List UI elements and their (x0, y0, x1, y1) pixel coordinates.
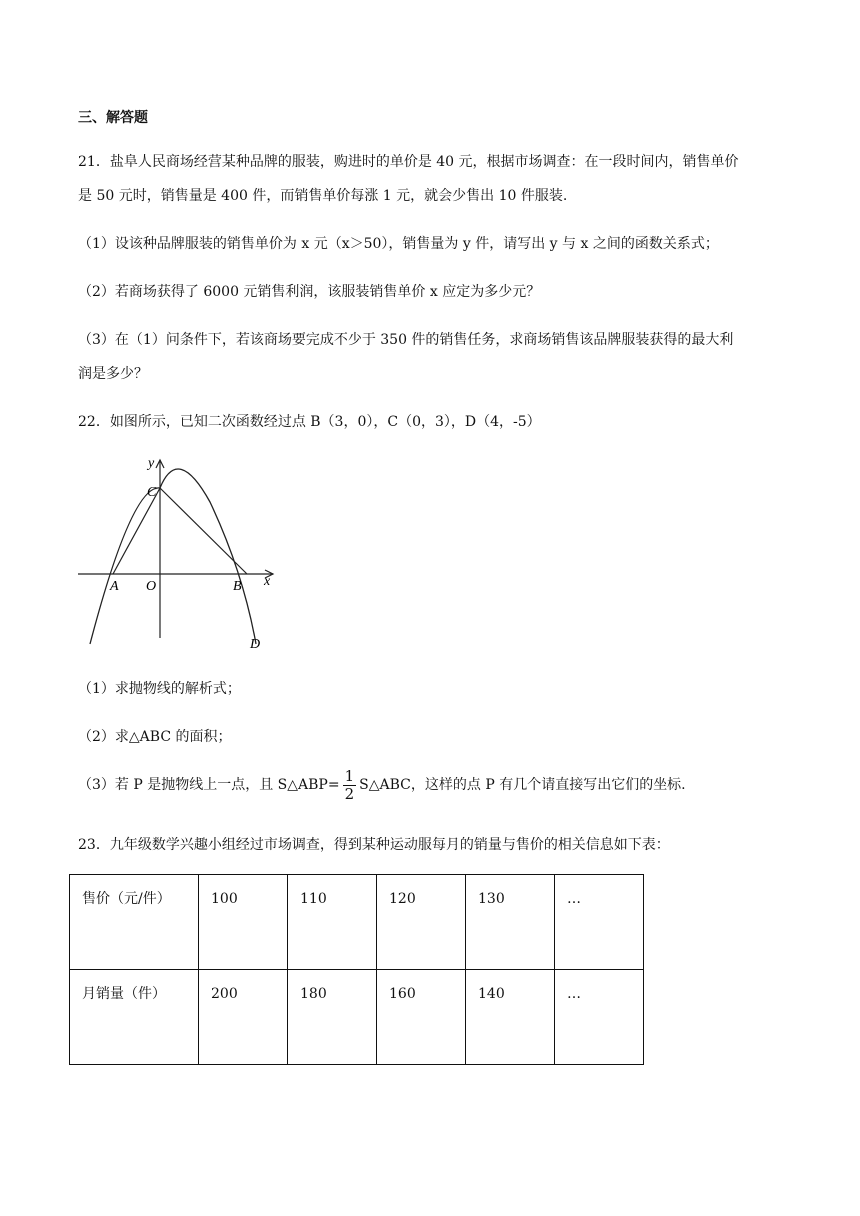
table-cell: 100 (199, 875, 288, 970)
label-y: y (148, 456, 155, 471)
table-cell: 110 (288, 875, 377, 970)
table-row-header: 售价（元/件） (70, 875, 199, 970)
q22-intro: 22．如图所示，已知二次函数经过点 B（3，0），C（0，3），D（4，-5） (78, 414, 541, 430)
fraction-numerator: 1 (344, 766, 355, 785)
q21-part3-line1: （3）在（1）问条件下，若该商场要完成不少于 350 件的销售任务，求商场销售该品牌服装获得的最大利 (78, 332, 734, 348)
table-row (70, 970, 644, 1065)
q22-part3 (78, 766, 686, 804)
table-cell: 180 (288, 970, 377, 1065)
fraction-denominator: 2 (344, 784, 355, 803)
label-d: D (250, 637, 261, 652)
q21-part2: （2）若商场获得了 6000 元销售利润，该服装销售单价 x 应定为多少元？ (78, 284, 541, 300)
q22-part1: （1）求抛物线的解析式； (78, 681, 241, 697)
q21-part1: （1）设该种品牌服装的销售单价为 x 元（x＞50），销售量为 y 件，请写出 y 与 x 之间的函数关系式； (78, 236, 719, 252)
parabola-curve (90, 469, 256, 644)
table-row (70, 875, 644, 970)
sales-table (69, 874, 644, 1065)
segment-cb (160, 488, 247, 574)
label-o: O (146, 579, 157, 594)
q22-part3-prefix: （3）若 P 是抛物线上一点，且 S△ABP= (78, 777, 340, 793)
table-cell: … (555, 970, 644, 1065)
segment-ac (113, 488, 160, 574)
q23-intro: 23．九年级数学兴趣小组经过市场调查，得到某种运动服每月的销量与售价的相关信息如下表： (78, 837, 670, 853)
label-c: C (147, 485, 157, 500)
q22-part3-suffix: S△ABC，这样的点 P 有几个请直接写出它们的坐标. (359, 777, 686, 793)
section-title: 三、解答题 (78, 110, 148, 126)
label-x: x (264, 574, 271, 589)
fraction-one-half (343, 768, 357, 803)
q21-part3-line2: 润是多少？ (78, 366, 148, 382)
table-cell: 160 (377, 970, 466, 1065)
table-cell: 130 (466, 875, 555, 970)
label-a: A (110, 579, 119, 594)
label-b: B (233, 579, 242, 594)
table-row-header: 月销量（件） (70, 970, 199, 1065)
table-cell: 200 (199, 970, 288, 1065)
q21-line2: 是 50 元时，销售量是 400 件，而销售单价每涨 1 元，就会少售出 10 件服装. (78, 188, 568, 204)
q21-line1: 21．盐阜人民商场经营某种品牌的服装，购进时的单价是 40 元，根据市场调查：在一段时间内，销售单价 (78, 154, 739, 170)
parabola-figure (78, 452, 278, 652)
table-cell: 140 (466, 970, 555, 1065)
table-cell: … (555, 875, 644, 970)
table-cell: 120 (377, 875, 466, 970)
q22-part2: （2）求△ABC 的面积； (78, 729, 232, 745)
